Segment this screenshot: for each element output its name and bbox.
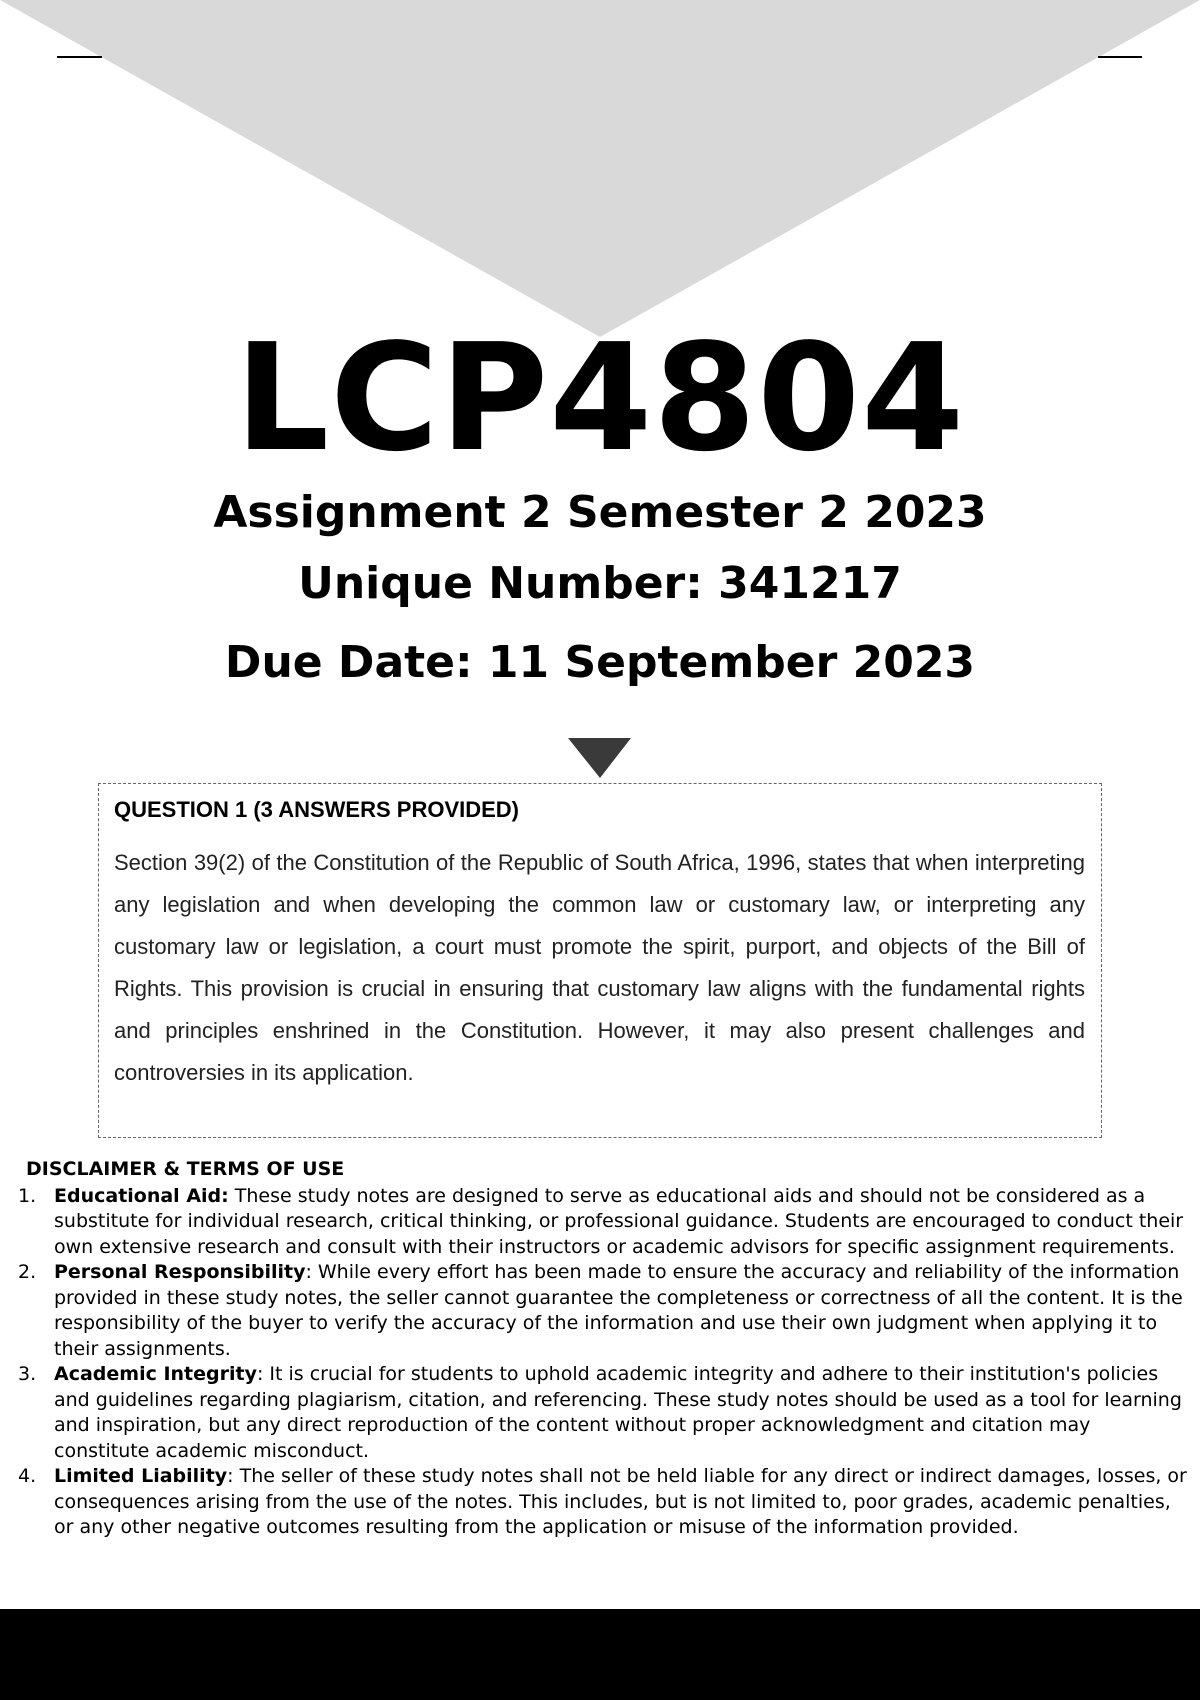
disclaimer-item [18, 1362, 1188, 1464]
disclaimer-item [18, 1184, 1188, 1261]
disclaimer-item-text: : While every effort has been made to ensure the accuracy and reliability of the information provided in these study notes, the seller cannot guarantee the completeness or correctness of all the content. It is the responsibility of the buyer to verify the accuracy of the information and use their own judgment when applying it to their assignments. [54, 1261, 1183, 1360]
disclaimer-item-number: 3. [18, 1363, 37, 1385]
footer-bar [0, 1609, 1200, 1700]
disclaimer-section [18, 1157, 1188, 1541]
unique-number: Unique Number: 341217 [298, 558, 902, 609]
due-date: Due Date: 11 September 2023 [224, 637, 976, 688]
disclaimer-list [18, 1184, 1188, 1541]
assignment-title: Assignment 2 Semester 2 2023 [213, 487, 987, 538]
disclaimer-item-number: 2. [18, 1261, 37, 1283]
disclaimer-title: DISCLAIMER & TERMS OF USE [26, 1158, 345, 1180]
question-heading: QUESTION 1 (3 ANSWERS PROVIDED) [114, 797, 520, 822]
disclaimer-item-text: These study notes are designed to serve as educational aids and should not be considered as a substitute for individual research, critical thinking, or professional guidance. Students are encouraged to conduct their own extensive research and consult with their instructors or academic advisors for specific assignment requirements. [54, 1184, 1184, 1258]
top-banner-chevron [0, 0, 1200, 337]
disclaimer-item-number: 1. [18, 1184, 37, 1207]
question-box [98, 783, 1102, 1138]
down-arrow-icon [568, 738, 631, 778]
course-code: LCP4804 [234, 312, 966, 484]
disclaimer-item-label: Academic Integrity [54, 1363, 257, 1385]
disclaimer-item [18, 1260, 1188, 1362]
disclaimer-item-number: 4. [18, 1465, 37, 1487]
disclaimer-item-text: : It is crucial for students to uphold academic integrity and adhere to their institution's policies and guidelines regarding plagiarism, citation, and referencing. These study notes should be used as a tool for learning and inspiration, but any direct reproduction of the content without proper acknowledgment and citation may constitute academic misconduct. [54, 1363, 1182, 1462]
question-body: Section 39(2) of the Constitution of the Republic of South Africa, 1996, states that when interpreting any legislation and when developing the common law or customary law, or interpreting any customary law or legislation, a court must promote the spirit, purport, and objects of the Bill of Rights. This provision is crucial in ensuring that customary law aligns with the fundamental rights and principles enshrined in the Constitution. However, it may also present challenges and controversies in its application. [114, 850, 1085, 1085]
disclaimer-item [18, 1464, 1188, 1541]
disclaimer-item-text: : The seller of these study notes shall not be held liable for any direct or indirect damages, losses, or consequences arising from the use of the notes. This includes, but is not limited to, poor grades, academic penalties, or any other negative outcomes resulting from the application or misuse of the information provided. [54, 1465, 1187, 1538]
disclaimer-item-label: Personal Responsibility [54, 1261, 306, 1283]
disclaimer-item-label: Limited Liability [54, 1465, 228, 1487]
disclaimer-item-label: Educational Aid: [54, 1184, 229, 1207]
